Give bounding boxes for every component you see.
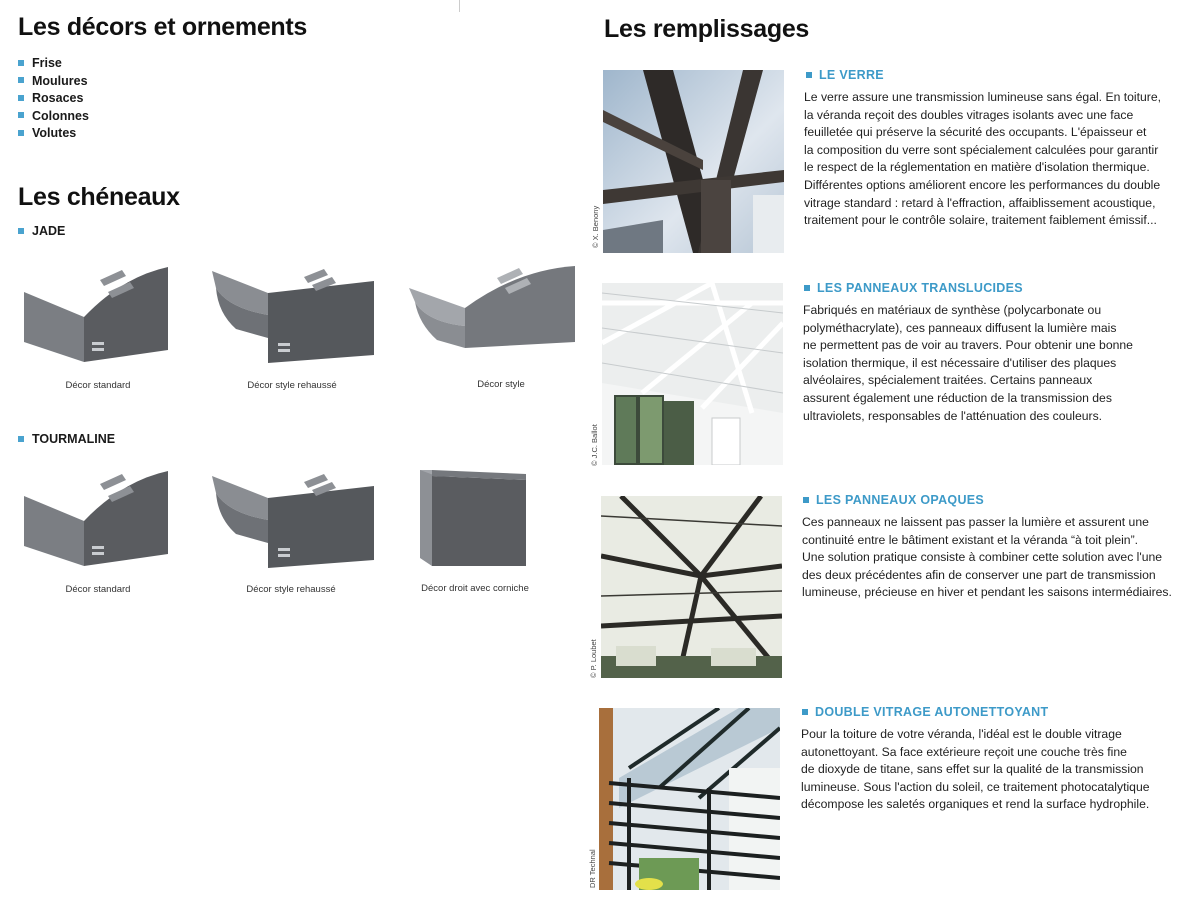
- jade-caption-style: Décor style: [477, 379, 525, 390]
- bullet-square-icon: [18, 112, 24, 118]
- tourmaline-caption-corniche: Décor droit avec corniche: [421, 583, 529, 594]
- decors-item: Colonnes: [18, 108, 89, 126]
- page-fold-mark: [459, 0, 460, 12]
- bullet-square-icon: [18, 436, 24, 442]
- bullet-square-icon: [803, 497, 809, 503]
- section-panneaux-opaques-body: Ces panneaux ne laissent pas passer la lumière et assurent une continuité entre le bâtiment existant et la véranda “à toit plein”. Une solution pratique consiste à combiner cette solution avec l'une des deux précédentes afin de conserver une part de transmission lumineuse, précieuse en hiver et pendant les saisons intermédiaires.: [802, 515, 1172, 600]
- photo-double-vitrage-image: [599, 708, 780, 890]
- jade-label: JADE: [18, 224, 65, 238]
- section-verre-heading: LE VERRE: [806, 68, 884, 82]
- decors-list: [18, 55, 89, 143]
- decors-item: Moulures: [18, 73, 89, 91]
- gutter-jade-style-image: [407, 262, 579, 357]
- jade-caption-standard: Décor standard: [65, 380, 131, 391]
- section-double-vitrage-heading: DOUBLE VITRAGE AUTONETTOYANT: [802, 705, 1048, 719]
- decors-item: Volutes: [18, 125, 89, 143]
- bullet-square-icon: [802, 709, 808, 715]
- remplissages-title: Les remplissages: [604, 15, 810, 43]
- jade-caption-rehausse: Décor style rehaussé: [247, 380, 337, 391]
- bullet-square-icon: [18, 130, 24, 136]
- decors-item: Frise: [18, 55, 89, 73]
- section-double-vitrage-body: Pour la toiture de votre véranda, l'idéal est le double vitrage autonettoyant. Sa face extérieure reçoit une couche très fine de dioxyde de titane, sans effet sur la qualité de la transmission lumineuse. Sous l'action du soleil, ce traitement photocatalytique décompose les saletés organiques et rend la surface hydrophile.: [801, 727, 1150, 812]
- bullet-square-icon: [18, 77, 24, 83]
- gutter-tourmaline-droit-corniche-image: [418, 466, 530, 570]
- section-panneaux-opaques-heading: LES PANNEAUX OPAQUES: [803, 493, 984, 507]
- decors-item: Rosaces: [18, 90, 89, 108]
- photo-panneaux-opaques-credit: © P. Loubet: [589, 639, 598, 678]
- tourmaline-caption-standard: Décor standard: [65, 584, 131, 595]
- photo-verre-image: [603, 70, 784, 253]
- section-panneaux-translucides-body: Fabriqués en matériaux de synthèse (polycarbonate ou polyméthacrylate), ces panneaux diffusent la lumière mais ne permettent pas de voir au travers. Pour obtenir une bonne isolation thermique, il est nécessaire d'utiliser des plaques alvéolaires, spécialement traitées. Certains panneaux assurent également une réduction de la transmission des ultraviolets, responsables de l'atténuation des couleurs.: [803, 303, 1133, 423]
- gutter-tourmaline-style-rehausse-image: [208, 468, 378, 573]
- tourmaline-label: TOURMALINE: [18, 432, 115, 446]
- photo-double-vitrage-credit: DR Technal: [588, 849, 597, 888]
- section-panneaux-translucides-heading: LES PANNEAUX TRANSLUCIDES: [804, 281, 1023, 295]
- gutter-jade-standard-image: [22, 262, 172, 367]
- tourmaline-caption-rehausse: Décor style rehaussé: [246, 584, 336, 595]
- section-verre-body: Le verre assure une transmission lumineuse sans égal. En toiture, la véranda reçoit des doubles vitrages isolants avec une face feuilletée qui préserve la sécurité des occupants. L'épaisseur et la composition du verre sont spécialement calculées pour garantir le respect de la réglementation en matière d'isolation thermique. Différentes options améliorent encore les performances du double vitrage standard : retard à l'effraction, affaiblissement acoustique, traitement pour le contrôle solaire, traitement faiblement émissif...: [804, 90, 1162, 228]
- bullet-square-icon: [18, 95, 24, 101]
- gutter-jade-style-rehausse-image: [208, 263, 378, 368]
- photo-panneaux-opaques-image: [601, 496, 782, 678]
- bullet-square-icon: [18, 228, 24, 234]
- gutter-tourmaline-standard-image: [22, 466, 172, 571]
- bullet-square-icon: [804, 285, 810, 291]
- bullet-square-icon: [18, 60, 24, 66]
- decors-title: Les décors et ornements: [18, 13, 308, 41]
- bullet-square-icon: [806, 72, 812, 78]
- photo-panneaux-translucides-image: [602, 283, 783, 465]
- cheneaux-title: Les chéneaux: [18, 183, 180, 211]
- photo-panneaux-translucides-credit: © J.C. Ballot: [590, 424, 599, 466]
- photo-verre-credit: © X. Benony: [591, 205, 600, 248]
